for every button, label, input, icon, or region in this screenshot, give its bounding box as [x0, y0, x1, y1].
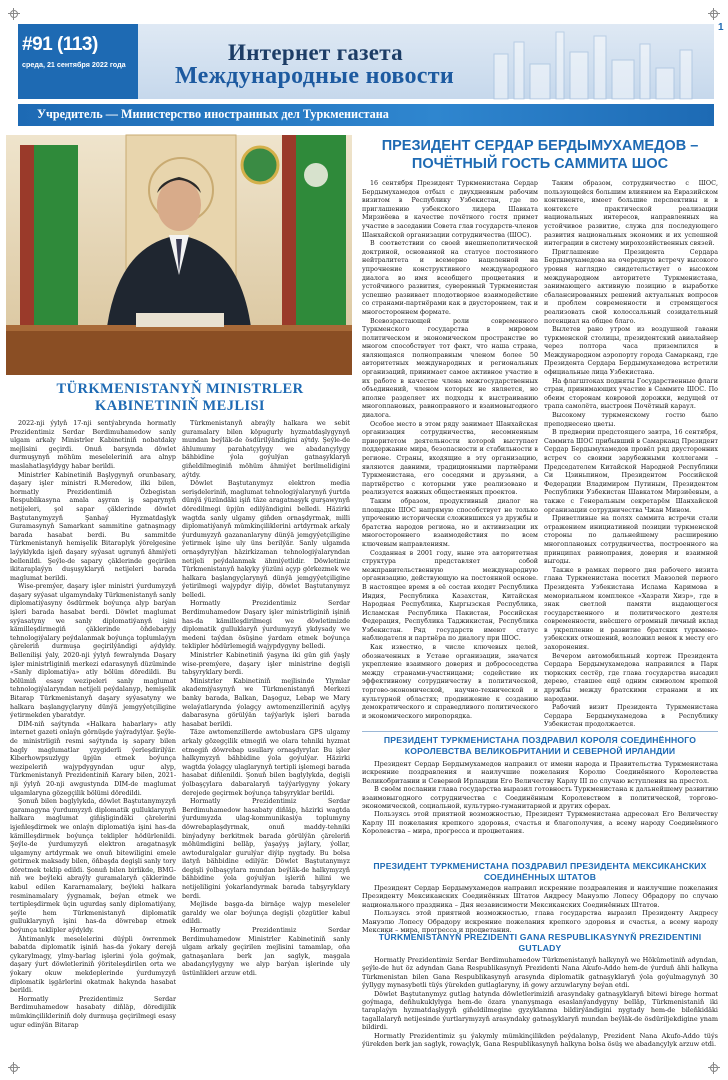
- paragraph: Как известно, в числе ключевых целей, обозначенных в Уставе организации, значатся укрепление взаимного доверия и добрососедства между странами-участницами; содействие их эффективному сотрудничеству в политической, торгово-экономической, научно-технической и культурной областях; продвижение к созданию демократического и справедливого политического и экономического миропорядка.: [362, 644, 538, 720]
- mx-article-body: [362, 884, 718, 935]
- paragraph: Hormatly Prezidentimiz Serdar Berdimuhamedow Daşary işler ministrliginiň işiniň has-da kämilleşdirilmegi we döwletimizde diplomatik gulluklaryň ýurdumyzyň ykdysady we medeni taýdan ösüşine ýardam etmek boýunça teklipler hödürlemegiň wajypdygyny belledi.: [182, 600, 350, 651]
- paragraph: Ähtimanlyk meselelerini düýpli öwrenmek babatda diplomatik işiniň has-da ýokary derejä çykarylmagy, ylmy-barlag işlerini ýola goýmak, daşary ýurt döwletleriniň ýöriteleşdirilen orta we ýokary okuw mekdeplerinde ýurdumyzyň diplomatik işgärlerini okatmak hakynda hasabat berildi.: [10, 935, 176, 995]
- paragraph: Döwlet Baştutanymyz elektron media serişdeleriniň, maglumat tehnologiýalarynyň ýurtda dünýä ýüzündäki işiň täze aragatnaşyk gurşawynyň döredilmegi üpjün edilýändigini belledi. Häzirki wagtda sanly ulgamy giňden ornaşdyrmak, milli diplomatiýanyň mümkinçiliklerini artdyrmak arkaly ýurdumyzyň gazananlaryny dünýä jemgyýetçiligine ýetirmek işine uly üns berilýär. Sanly ulgamda ornaşdyrylýan häzirkizaman tehnologiýalaryndan netijeli peýdalanmak ähmiýetlidir. Döwletimiz Türkmenistanyň hakyky ýüzüni açyp görkezmek we halkara başlangyçlarynyň dünýä jemgyýetçiligine ýetirilmegi wajypdyr diýip, döwlet Baştutanymyz belledi.: [182, 480, 350, 599]
- uk-article-body: [362, 760, 718, 860]
- crop-mark-icon: [708, 1062, 720, 1074]
- issue-number: #91 (113): [22, 34, 98, 55]
- divider: [362, 731, 718, 732]
- paragraph: Hormatly Prezidentimiz şu ýakymly mümkinçilikden peýdalanyp, Prezident Nana Akufo-Addo tüýs ýürekden berk jan saglyk, rowaçlyk, Gana Respublikasynyň halkyna bolsa ösüş we abadançylyk arzuw etdi.: [362, 1031, 718, 1049]
- paragraph: В своём послании глава государства выразил готовность Туркменистана к дальнейшему развитию взаимовыгодного сотрудничества с Соединённым Королевством в политической, торгово-экономической, социальной, культурно-гуманитарной и других сферах.: [362, 785, 718, 811]
- crop-mark-icon: [8, 8, 20, 20]
- paragraph: 16 сентября Президент Туркменистана Сердар Бердымухамедов отбыл с двухдневным рабочим визитом в Республику Узбекистан, где по приглашению узбекского лидера Шавката Мирзиёева в качестве почётного гостя примет участие в заседании Совета глав государств-членов Шанхайской организации сотрудничества (ШОС).: [362, 180, 538, 239]
- masthead-subtitle: Международные новости: [175, 63, 454, 89]
- masthead-title: Интернет газета: [228, 40, 403, 65]
- page-number: 1: [718, 22, 724, 33]
- president-portrait-icon: [6, 135, 352, 375]
- uk-article-headline: ПРЕЗИДЕНТ ТУРКМЕНИСТАНА ПОЗДРАВИЛ КОРОЛЯ СОЕДИНЁННОГО КОРОЛЕВСТВА ВЕЛИКОБРИТАНИИ И СЕВЕРНОЙ ИРЛАНДИИ: [383, 735, 697, 756]
- paragraph: Mejlisde başga-da birnäçe wajyp meseleler garaldy we olar boýunça degişli çözgütler kabul edildi.: [182, 901, 350, 926]
- paragraph: Таким образом, продуктивный диалог на площадке ШОС напрямую способствует не только упрочению исторически сложившихся уз дружбы и братства народов региона, но и активизации их многостороннего взаимодействия по всем ключевым направлениям.: [362, 497, 538, 548]
- president-photo: [6, 135, 352, 375]
- paragraph: DIM-niň saýtynda «Halkara habarlary» atly internet gazeti onlaýn görnüşde ýaýradylýar. Şeýle-de ministrligiň resmi saýtynda iş sapary bilen bagly maglumatlar yzygiderli ýerleşdirilýär. Kiberhowpsuzlygy üpjün etmek boýunça wezipeleriň wajypdygyndan ugur alyp, Türkmenistanyň Prezidentiniň Karary bilen, 2021-nji ýylyň 20-nji awgustynda DIM-de maglumat ulgamlaryna gözegçilik bölümi döredildi.: [10, 720, 176, 797]
- city-skyline-icon: [484, 24, 714, 99]
- ru-article-headline: ПРЕЗИДЕНТ СЕРДАР БЕРДЫМУХАМЕДОВ – ПОЧЁТНЫЙ ГОСТЬ САММИТА ШОС: [381, 138, 699, 172]
- paragraph: Вечером автомобильный кортеж Президента Сердара Бердымухамедова направился в Парк тюркских сестёр, где глава государства высадил дерево, ставшее ещё одним символом крепкой дружбы между братскими странами и их народами.: [544, 652, 718, 703]
- paragraph: Пользуясь этой приятной возможностью, Президент Туркменистана адресовал Его Величеству Карлу III пожелания крепкого здоровья, счастья и благополучия, а всему народу Соединённого Королевства – мира, прогресса и процветания.: [362, 810, 718, 836]
- paragraph: Рабочий визит Президента Туркменистана Сердара Бердымухамедова в Республику Узбекистан продолжается.: [544, 704, 718, 729]
- paragraph: Wise-premýer, daşary işler ministri ýurdumyzyň daşary syýasat ulgamyndaky Türkmenistanyň sanly diplomatiýasyny ösdürmek boýunça alyp barýan işleri barada hasabat berdi. Döwlet maglumat syýasatyny we sanly diplomatiýanyň işini kämilleşdirmegiň çäklerinde öňdebaryjy tehnologiýalary peýdalanmak boýunça toplumlaýyn çäreleriň durmuşa geçirilýändigi aýdyldy. Bellenilişi ýaly, 2020-nji ýylyň fewralynda Daşary işler ministrliginiň merkezi edarasynyň düzüminde «Sanly diplomatiýa» atly bölüm döredildi. Bu bölümiň esasy wezipeleri sanly maglumat tehnologiýalaryndan netijeli peýdalanyp, hemişelik Bitarap Türkmenistanyň daşary syýasatyny we halkara başlangyçlaryny dünýä jemgyýetçiligine ýetirmekden ybaratdyr.: [10, 583, 176, 720]
- paragraph: Приглашение Президента Сердара Бердымухамедова на очередную встречу высокого уровня наглядно свидетельствует о высоком международном авторитете Туркменистана, занимающего активную позицию в выработке сбалансированных решений актуальных вопросов и проблем современности и стремящегося реализовать свой колоссальный созидательный потенциал на общее благо.: [544, 248, 718, 325]
- crop-mark-icon: [708, 8, 720, 20]
- paragraph: Пользуясь этой приятной возможностью, глава государства выразил Президенту Андресу Мануэлю Лопесу Обрадору искренние пожелания крепкого здоровья и счастья, а всему народу Мексики – мира, прогресса и процветания.: [362, 909, 718, 935]
- paragraph: Высокому туркменскому гостю было преподнесено цветы.: [544, 412, 718, 428]
- paragraph: На флагштоках подняты Государственные флаги стран, принимающих участие в Саммите ШОС. По обеим сторонам ковровой дорожки, ведущей от трапа самолёта, выстроен Почётный караул.: [544, 377, 718, 411]
- paragraph: Всевозрастающей роли современного Туркменского государства в мировом политическом и экономическом пространстве во многом способствует тот факт, что наша страна, являющаяся полноправным членом более 50 авторитетных международных и региональных организаций, принимает самое активное участие в их работе в качестве члена межгосударственных объединений, членом которых не является, но вполне разделяет их подходы к выстраиванию многоплановых, равноправного и взаимовыгодного диалога.: [362, 317, 538, 420]
- tm-article-column-1: [10, 420, 176, 1068]
- paragraph: В предверии предстоящего завтра, 16 сентября, Саммита ШОС прибывший в Самарканд Президент Сердар Бердымухамедов провёл ряд двусторонних встреч со своими зарубежными коллегами – Председателем Китайской Народной Республики Си Цзиньпином, Президентом Российской Федерации Владимиром Путиным, Президентом Республики Узбекистан Шавкатом Мирзиёевым, а также с Генеральным секретарём Шанхайской организации сотрудничества Чжан Мином.: [544, 429, 719, 514]
- ru-article-column-2: [544, 180, 718, 728]
- paragraph: Ministrler Kabinetiniň ýaşyna iki gün giň ýaşly wise-premýere, daşary işler ministrine degişli tabşyryklary berdi.: [182, 652, 350, 677]
- tm-article-headline: TÜRKMENISTANYŇ MINISTRLER KABINETINIŇ MEJLISI: [56, 381, 304, 414]
- mx-article-headline: ПРЕЗИДЕНТ ТУРКМЕНИСТАНА ПОЗДРАВИЛ ПРЕЗИДЕНТА МЕКСИКАНСКИХ СОЕДИНЁННЫХ ШТАТОВ: [373, 861, 707, 882]
- gh-article-headline: TÜRKMENISTANYŇ PREZIDENTI GANA RESPUBLIKASYNYŇ PREZIDENTINI GUTLADY: [378, 932, 702, 953]
- paragraph: Созданная в 2001 году, ныне эта авторитетная структура представляет собой межправительственную международную организацию, действующую на постоянной основе. В настоящее время в её состав входят Республика Индия, Республика Казахстан, Китайская Народная Республика, Кыргызская Республика, Исламская Республика Пакистан, Российская Федерация, Республика Таджикистан, Республика Узбекистан. Ряд государств имеют статус наблюдателя и партнёра по диалогу при ШОС.: [362, 549, 538, 643]
- paragraph: Вылетев рано утром из воздушной гавани туркменской столицы, президентский авиалайнер через полтора часа приземлился в Международном аэропорту города Самарканд, где Президента Сердара Бердымухамедова встретили официальные лица Узбекистана.: [544, 326, 718, 377]
- paragraph: Täze awtomenzillerde awtobuslara GPS ulgamy arkaly gözegçilik etmegiň we olara tehniki hyzmat etmegiň döwrebap usullary ornaşdyrylar. Bu işler halkymyzyň bähbidine ýola goýulýar. Häzirki wagtda ýolagçy ulaglarynyň tertipli işlemegi barada hasabat diňlenildi. Şonuň bilen baglylykda, degişli ýolbaşçylara dabaralaryň taýýarlygyny ýokary derejede geçirmek boýunça tabşyryklar berildi.: [182, 729, 350, 797]
- paragraph: Приветливые на полях саммита встречи стали отражением инициативной позиции туркменской стороны по дальнейшему расширению многоплановых сотрудничества, построенного на принципах равноправия, доверия и взаимной выгоды.: [544, 515, 718, 566]
- paragraph: Также в рамках первого дня рабочего визита глава Туркменистана посетил Мавзолей первого Президента Узбекистана Ислама Каримова в мемориальном комплексе «Хазрати Хизр», где в знак светлой памяти выдающегося государственного и политического деятеля современности, внёсшего огромный личный вклад в укрепление и развитие братских туркмено-узбекских отношений, возложил венок к месту его захоронения.: [544, 566, 718, 652]
- paragraph: Türkmenistanyň abraýly halkara we sebit guramalary bilen köpugurly hyzmatdaşlygynyň mundan beýläk-de ösdürilýändigini aýtdy. Şeýle-de ählumumy parahatçylygy we abadançylygy bähbidine ýola goýulýan gatnaşyklaryň giňeldilmeginiň möhüm ähmiýet berilmelidigini aýtdy.: [182, 420, 350, 479]
- paragraph: Hormatly Prezidentimiz Serdar Berdimuhamedow hasabaty diňläp, häzirki wagtda ýurdumyzda ulag-kommunikasiýa toplumyny döwrebaplaşdyrmak, onuň maddy-tehniki binýadyny berkitmek barada görülýän çäreleriň möhümdigini belläp, ýaşaýyş jaýlary, ýollar, awtoduralgalar gurulýar diýip nygtady. Bu bolsa ilatyň bähbidine edilýär. Döwlet Baştutanymyz degişli ýolbaşçylara mundan beýläk-de halkymyzyň bähbidine ýola goýulýan işleriň hilini we netijeliligini ýokarlandyrmak barada tabşyryklary berdi.: [182, 798, 350, 900]
- gh-article-body: [362, 956, 718, 1062]
- paragraph: Президент Сердар Бердымухамедов направил от имени народа и Правительства Туркменистана искренние поздравления и наилучшие пожелания Королю Соединённого Королевства Великобритании и Северной Ирландии Его Величеству Карлу III по случаю вступления на престол.: [362, 760, 718, 785]
- founder-line: Учредитель — Министерство иностранных дел Туркменистана: [37, 107, 389, 121]
- paragraph: Ministrler Kabinetiniň mejlisinde Ylymlar akademiýasynyň we Türkmenistanyň Merkezi banky barada, Balkan, Daşoguz, Lebap we Mary welaýatlarynda ýolagçy awtomenzilleriniň açylyş dabarasyna görülýän taýýarlyk işleri barada hasabat berildi.: [182, 677, 350, 728]
- paragraph: Особое место в этом ряду занимает Шанхайская организация сотрудничества, несомненным приоритетом деятельности которой выступает поддержание мира, безопасности и стабильности в регионе. Страны, входящие в эту организацию, являются давними, традиционными партнёрами Туркменистана, его соседями и друзьями, а партнёрство с которыми уже реализовано и реализуется важных общественных проектов.: [362, 420, 538, 497]
- issue-date: среда, 21 сентября 2022 года: [22, 60, 126, 69]
- paragraph: Hormatly Prezidentimiz Serdar Berdimuhamedow Ministrler Kabinetiniň sanly ulgam arkaly geçirilen mejlisini tamamlap, oňa gatnaşanlara berk jan saglyk, maşgala abadançylygyny we alyp barýan işlerinde uly üstünlikleri arzuw etdi.: [182, 927, 350, 977]
- paragraph: Таким образом, сотрудничество с ШОС, пользующейся большим влиянием на Евразийском континенте, имеет большие перспективы и в контексте практической реализации национальных интересов, направленных на устойчивое развитие, служа для последующего развития национальных экономик и их успешной интеграции в систему мирохозяйственных связей.: [544, 180, 718, 248]
- paragraph: Şonuň bilen baglylykda, döwlet Baştutanymyzyň garamagyna ýurdumyzyň diplomatik gulluklarynyň halkara maglumat giňişligindäki çärelerini işjeňleşdirmek we onlaýn diplomatiýa işini has-da kämilleşdirmek boýunça teklipler hödürlenildi. Şeýle-de ýurdumyzyň elektron aragatnaşyk ulgamyny artdyrmak we onuň bitewiligini emele getirmek maksady bilen, öňbaşda degişli sanly tory döretmek teklip edildi. Şonuň bilen birlikde, BMG-niň we beýleki abraýly guramalaryň çäklerinde kabul edilen Kararnamalary, beýleki halkara resminamalary ýygnamak, beýan etmek we tertipleşdirmek üçin ugurdaş sanly diplomatiýany, şeýle hem Türkmenistanyň diplomatik gulluklarynyň işini has-da döwrebap etmek boýunça teklipler aýdyldy.: [10, 798, 176, 935]
- paragraph: Ministrler Kabinetiniň Başlygynyň orunbasary, daşary işler ministri R.Meredow, ilki bilen, hormatly Prezidentimiň Özbegistan Respublikasyna amala aşyran iş saparynyň netijeleri, şol sapar çäklerinde döwlet Baştutanymyzyň Şanhaý Hyzmatdaşlyk Guramasynyň Samarkant sammitine gatnaşmagy barada hasabat berdi. Bu sammitde Türkmenistanyň hemişelik Bitaraplyk ýörelgesine laýyklykda işjeň daşary syýasat ugrunyň ähmiýeti bellenildi. Şeýle-de sapary çäklerinde geçirilen ikitaraplaýyn duşuşyklaryň netijeleri barada maglumat berildi.: [10, 471, 176, 582]
- ru-article-column-1: [362, 180, 538, 728]
- paragraph: В соответствии со своей внешнеполитической доктриной, основанной на статусе постоянного нейтралитета и всемерно нацеленной на упрочнение конструктивного международного диалога во имя всеобщего процветания и устойчивого развития, суверенный Туркменистан успешно развивает плодотворное взаимодействие со странами-партнёрами как в двустороннем, так и многостороннем формате.: [362, 240, 538, 316]
- tm-article-column-2: [182, 420, 350, 1068]
- paragraph: Президент Сердар Бердымухамедов направил искренние поздравления и наилучшие пожелания Президенту Мексиканских Соединённых Штатов Андресу Мануэлю Лопесу Обрадору по случаю национального праздника – Дня независимости Мексиканских Соединённых Штатов.: [362, 884, 718, 909]
- paragraph: Hormatly Prezidentimiz Serdar Berdimuhamedow hasabaty diňläp, döredijilik mümkinçilikleriniň doly durmuşa geçirilmegi esasy ugur edinýän Bitarap: [10, 995, 176, 1029]
- paragraph: 2022-nji ýylyň 17-nji sentýabrynda hormatly Prezidentimiz Serdar Berdimuhamedow sanly ulgam arkaly Ministrler Kabinetiniň nobatdaky mejlisini geçirdi. Onuň barşynda döwlet durmuşynyň möhüm meseleleriniň ara alnyp maslahatlaşyldygy habar berildi.: [10, 420, 176, 470]
- paragraph: Döwlet Baştutanymyz gutlag hatynda döwletlerimiziň arasyndaky gatnaşyklaryň bitewi birege hormat goýmaga, deňhukuklylyga hem-de özara ynanyşmaga esaslanýandygyny belläp, Türkmenistaniň iki taraplaýyn hyzmatdaşlygyň giňeldilmegine gyzyklanma bildirýändigini nygtady hem-de bileňkidäki tagallalaryň netijesinde ýurtlarymyzyň arasyndaky gatnaşyklaryň mundan beýläk-de ösdüriljekdigine ynam bildirdi.: [362, 989, 718, 1032]
- paragraph: Hormatly Prezidentimiz Serdar Berdimuhamedow Türkmenistanyň halkynyň we Hökümetiniň adyndan, şeýle-de hut öz adyndan Gana Respublikasynyň Prezidenti Nana Akufo-Addo hem-de ýurduň ähli halkyna Türkmenistan bilen Gana Respublikasynyň arasynda diplomatik gatnaşyklaryň ýola goýulmagynyň 30 ýyllygy mynasybetli tüýs ýürekden gutlaglaryny, iň gowy arzuwlaryny beýan etdi.: [362, 956, 718, 990]
